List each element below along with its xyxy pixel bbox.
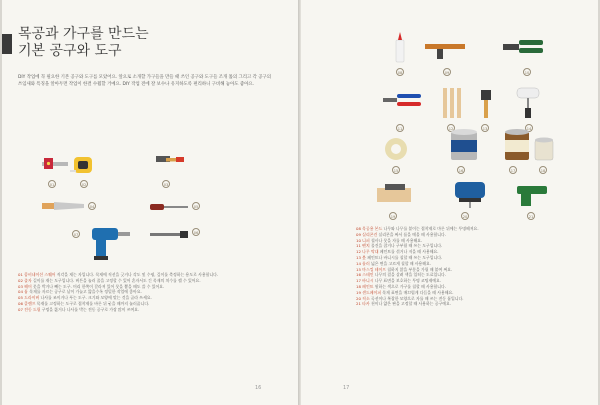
description-item: 03 해머 못을 박거나 빼는 도구. 머리 한쪽이 갈라져 있어 못을 뽑을 때도 쓸 수 있어요.: [18, 283, 165, 289]
description-item: 13 붓 페인트나 바니시를 칠할 때 쓰는 도구입니다.: [356, 254, 443, 260]
number-badge: 07: [72, 230, 80, 238]
number-badge: 13: [481, 124, 489, 132]
description-item: 07 전동 드릴 구멍을 뚫거나 나사를 박는 전동 공구로 가장 많이 쓰여요.: [18, 306, 140, 312]
right-page: [301, 0, 598, 405]
description-item: 11 펜치 물건을 잡거나 구부릴 때 쓰는 도구입니다.: [356, 243, 443, 249]
number-badge: 05: [192, 202, 200, 210]
page-number: 17: [343, 385, 350, 391]
varnish-can-icon: [503, 128, 531, 162]
description-item: 09 실리콘건 실리콘을 짜서 틈을 메울 때 사용합니다.: [356, 231, 447, 237]
number-badge: 21: [527, 212, 535, 220]
description-item: 12 나무 막대 페인트를 섞거나 저을 때 사용해요.: [356, 249, 439, 255]
description-item: 19 샌드페이퍼 목재 표면을 매끄럽게 다듬을 때 사용해요.: [356, 289, 454, 295]
clamp-icon: [150, 228, 190, 242]
description-item: 18 페인트 원하는 색으로 가구를 칠할 때 사용합니다.: [356, 283, 447, 289]
number-badge: 11: [396, 124, 404, 132]
description-list: [356, 226, 586, 307]
number-badge: 03: [162, 180, 170, 188]
description-item: 06 클램프 목재를 고정하는 도구로 접착제를 바른 뒤 굳을 때까지 눌러줍니다.: [18, 300, 150, 306]
number-badge: 14: [525, 124, 533, 132]
screwdriver-icon: [150, 200, 190, 214]
chapter-tab: [2, 34, 12, 54]
tape-measure-icon: [70, 155, 96, 175]
number-badge: 10: [523, 68, 531, 76]
number-badge: 15: [392, 166, 400, 174]
nipper-pliers-icon: [499, 36, 549, 60]
number-badge: 16: [457, 166, 465, 174]
description-item: 14 롤러 넓은 면을 고르게 칠할 때 사용해요.: [356, 260, 431, 266]
description-item: 17 바니시 나무 표면을 보호하는 투명 코팅제예요.: [356, 278, 442, 284]
number-badge: 12: [447, 124, 455, 132]
number-badge: 09: [443, 68, 451, 76]
sandpaper-icon: [375, 182, 415, 208]
number-badge: 02: [80, 180, 88, 188]
page-number: 16: [255, 385, 262, 391]
jigsaw-icon: [451, 178, 491, 210]
caulking-gun-icon: [421, 38, 469, 62]
staple-gun-icon: [513, 180, 553, 210]
description-item: 02 줄자 길이를 재는 도구입니다. 버튼을 눌러 줄을 고정할 수 있어 혼자서도 긴 목재의 치수를 잴 수 있어요.: [18, 277, 201, 283]
paint-brush-icon: [473, 88, 499, 120]
page-title: [18, 26, 149, 60]
saw-icon: [42, 198, 84, 214]
description-item: 16 스테인 나무의 결을 살려 색을 입히는 도료입니다.: [356, 272, 447, 278]
description-item: 15 마스킹 테이프 칠하지 않을 부분을 가릴 때 붙여 써요.: [356, 266, 453, 272]
number-badge: 19: [389, 212, 397, 220]
paint-can-icon: [533, 136, 555, 162]
description-item: 21 타카 천이나 얇은 판을 고정할 때 사용하는 공구예요.: [356, 301, 452, 307]
number-badge: 20: [461, 212, 469, 220]
description-item: 05 드라이버 나사를 조이거나 푸는 도구. 크기와 모양에 맞는 것을 골라 쓰세요.: [18, 295, 152, 301]
combination-square-icon: [40, 152, 70, 176]
intro-text: DIY 작업에 꼭 필요한 기본 공구와 도구를 모았어요. 앞으로 소개할 가구들을 만들 때 쓰인 공구와 도구들 조개 툴의 그리고 각 공구의 쓰임새와 특징을 알아두면 작업이 한결 수월할 거예요. DIY 작업 전에 잘 보수나 유지하도록 편리하니 구비해 놓아도 좋아요.: [18, 75, 271, 88]
stain-can-icon: [449, 128, 479, 162]
number-badge: 06: [192, 228, 200, 236]
power-drill-icon: [84, 222, 134, 262]
title-line-1: 목공과 가구를 만드는: [18, 26, 149, 42]
number-badge: 17: [509, 166, 517, 174]
hammer-icon: [152, 150, 186, 180]
masking-tape-icon: [383, 136, 409, 162]
glue-bottle-icon: [393, 30, 407, 64]
description-item: 01 콤비네이션 스퀘어 직각을 재는 자입니다. 목재에 직선을 긋거나 각도 및 수평, 깊이를 측정하는 용도로 사용합니다.: [18, 272, 219, 277]
number-badge: 08: [396, 68, 404, 76]
number-badge: 04: [88, 202, 96, 210]
description-list: [18, 272, 280, 313]
description-item: 08 목공용 본드 나무와 나무를 붙이는 접착제로 마른 뒤에는 투명해져요.: [356, 226, 479, 231]
description-item: 04 톱 목재를 자르는 공구로 날이 가늘고 얇을수록 정밀한 작업에 좋아요.: [18, 289, 142, 295]
left-page: [2, 0, 298, 405]
description-item: 20 직소 곡선이나 복잡한 모양으로 자를 때 쓰는 전동 톱입니다.: [356, 295, 464, 301]
description-item: 10 니퍼 철사나 못을 자를 때 사용해요.: [356, 237, 423, 243]
title-line-2: 기본 공구와 도구: [18, 43, 122, 59]
paint-roller-icon: [513, 86, 543, 120]
pliers-icon: [381, 90, 423, 116]
wood-sticks-icon: [439, 86, 463, 120]
number-badge: 01: [48, 180, 56, 188]
number-badge: 18: [539, 166, 547, 174]
